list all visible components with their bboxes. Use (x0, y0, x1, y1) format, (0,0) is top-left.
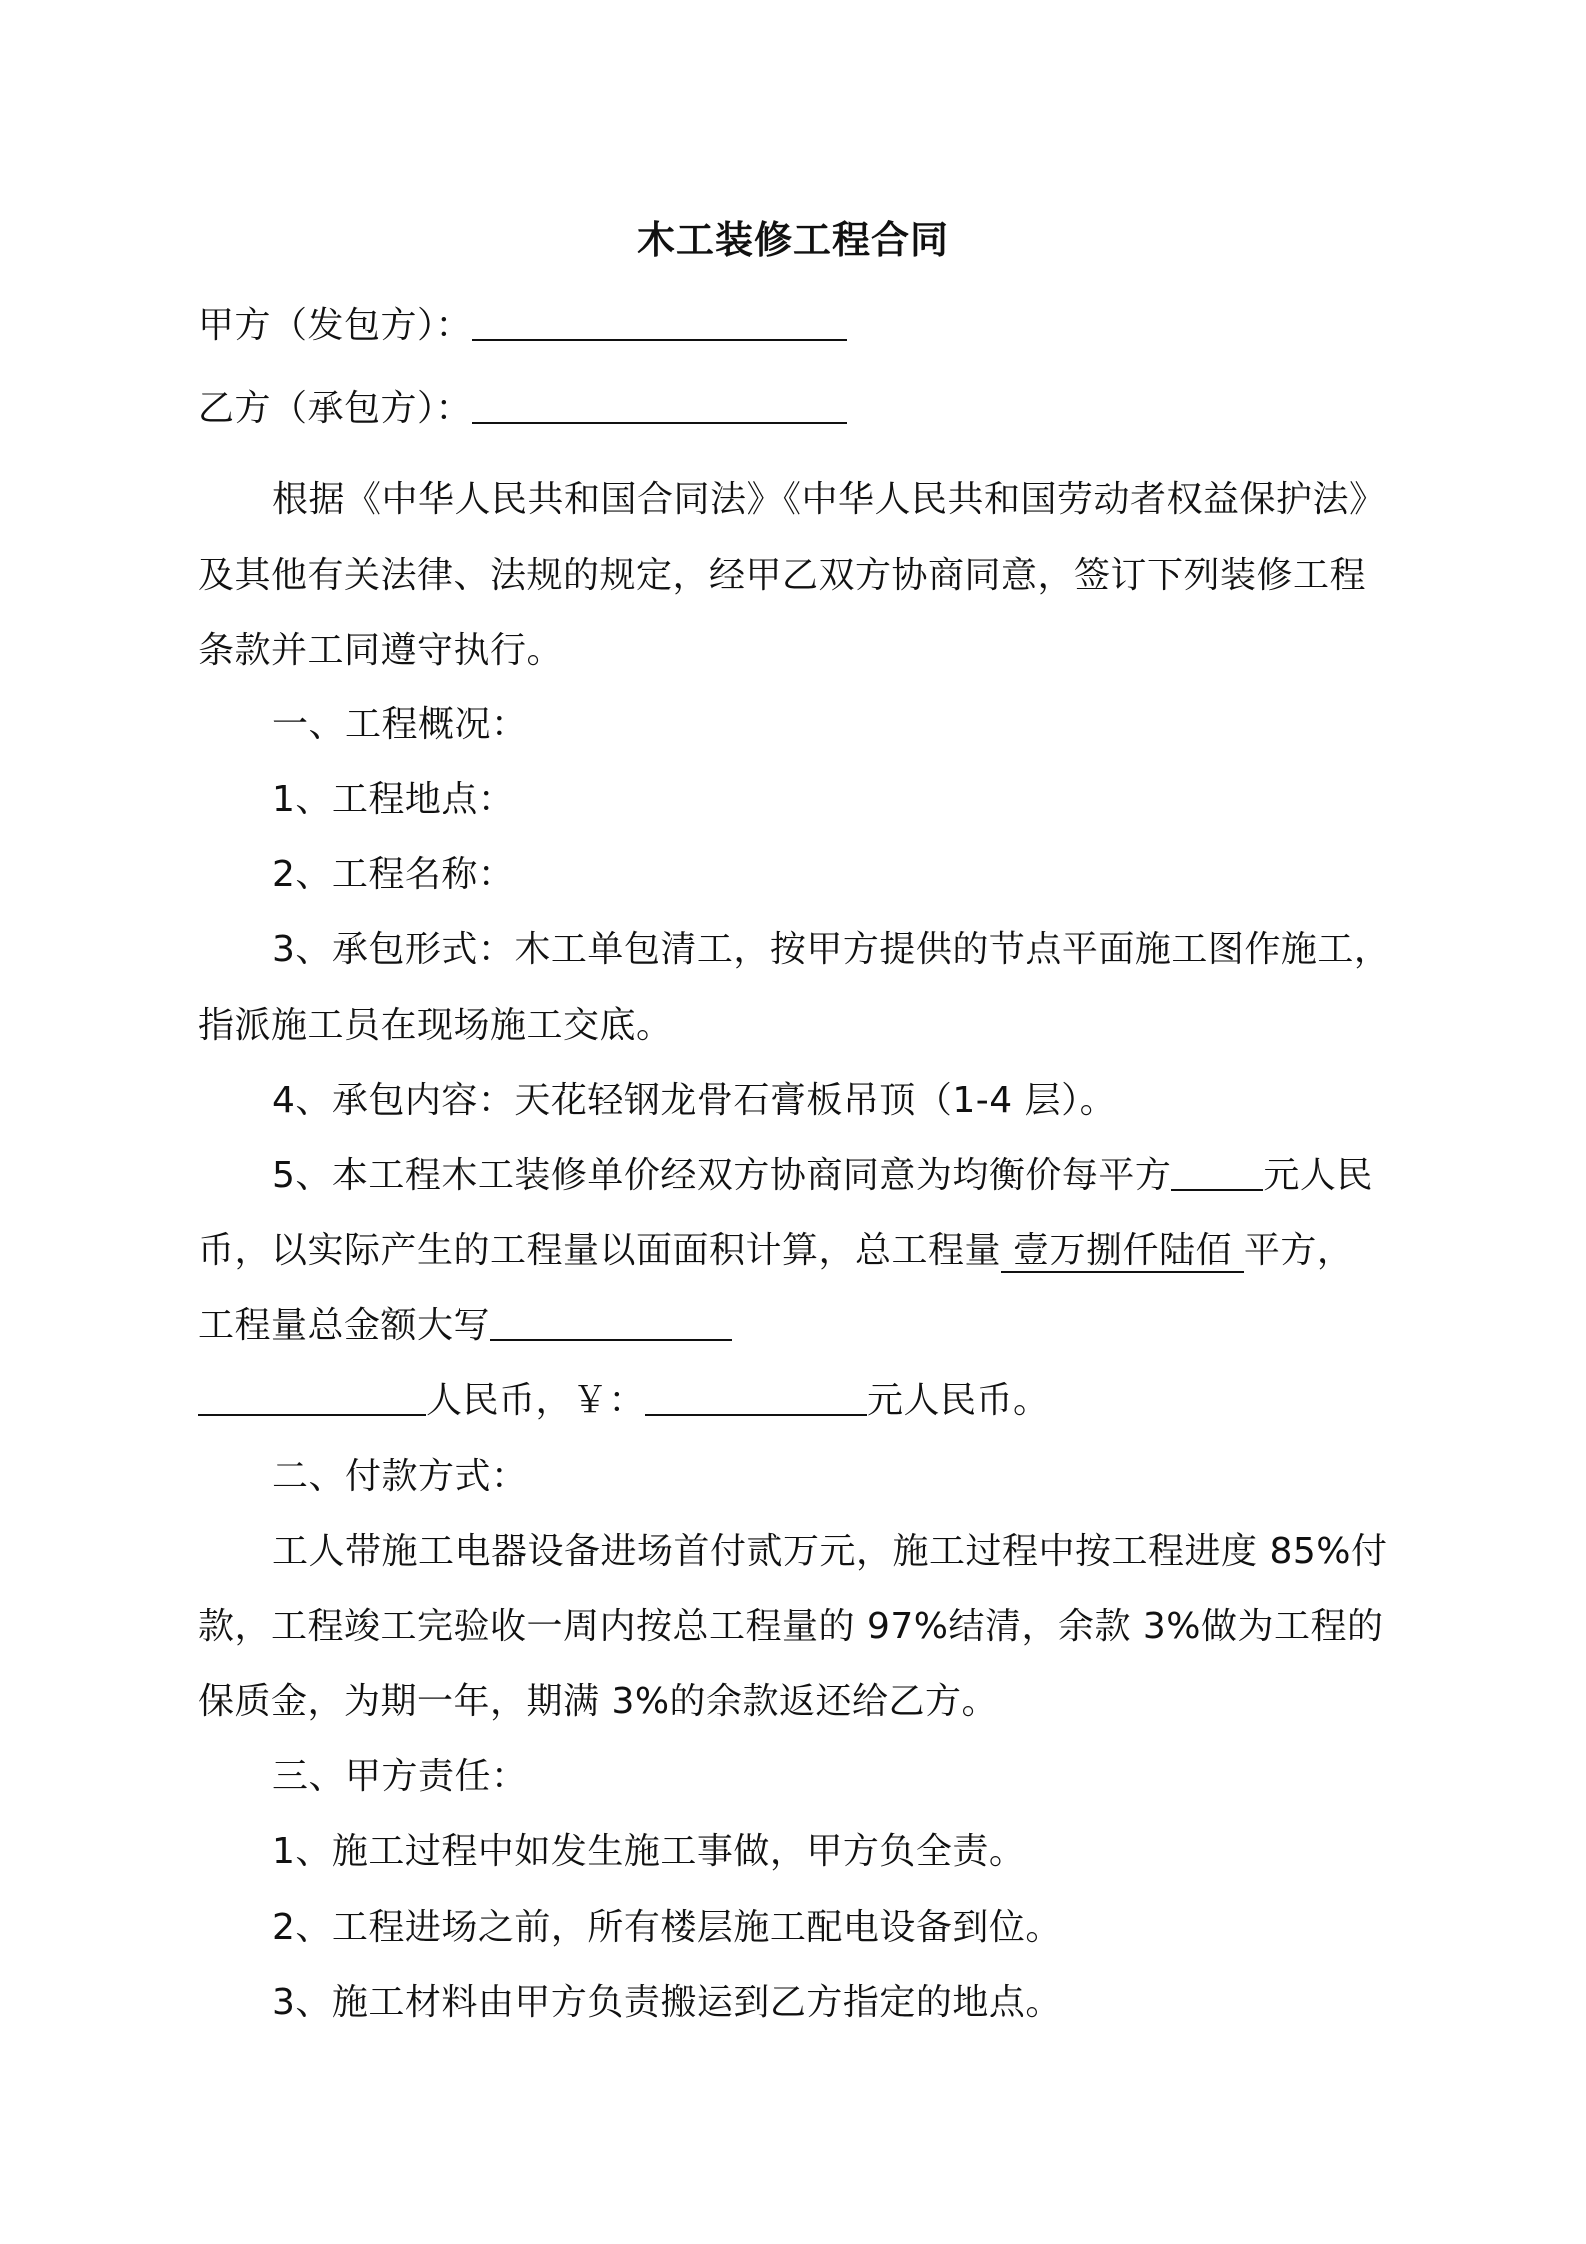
unit-price-blank[interactable] (1171, 1149, 1263, 1191)
section-1-item-3-line-1: 3、承包形式：木工单包清工，按甲方提供的节点平面施工图作施工， (272, 929, 1391, 970)
rmb-unit-label: 元人民币。 (867, 1380, 1050, 1421)
quantity-unit: 平方， (1243, 1230, 1354, 1271)
section-1-heading: 一、工程概况： (272, 704, 528, 745)
section-1-item-4: 4、承包内容：天花轻钢龙骨石膏板吊顶（1-4 层）。 (272, 1080, 1117, 1121)
section-1-item-5-line-2 (198, 1223, 1353, 1279)
section-1-item-5-line-3 (198, 1298, 732, 1354)
unit-price-text: 5、本工程木工装修单价经双方协商同意为均衡价每平方 (272, 1155, 1172, 1196)
section-1-item-5-line-4 (198, 1373, 1050, 1429)
section-3-item-2: 2、工程进场之前，所有楼层施工配电设备到位。 (272, 1907, 1062, 1948)
party-a-line (198, 298, 847, 354)
unit-price-unit: 元人民 (1263, 1155, 1373, 1196)
total-amount-words-blank-2[interactable] (198, 1374, 426, 1416)
section-3-item-1: 1、施工过程中如发生施工事做，甲方负全责。 (272, 1831, 1026, 1872)
intro-line-1: 根据《中华人民共和国合同法》《中华人民共和国劳动者权益保护法》 (272, 479, 1386, 520)
total-quantity-value: 壹万捌仟陆佰 (1001, 1230, 1244, 1271)
party-b-label: 乙方（承包方）： (198, 388, 473, 429)
section-3-heading: 三、甲方责任： (272, 1756, 528, 1797)
section-2-heading: 二、付款方式： (272, 1456, 528, 1497)
party-b-blank[interactable] (472, 382, 847, 424)
total-amount-words-blank[interactable] (490, 1299, 732, 1341)
party-a-blank[interactable] (472, 299, 847, 341)
intro-line-2: 及其他有关法律、法规的规定，经甲乙双方协商同意，签订下列装修工程 (198, 555, 1367, 596)
document-title: 木工装修工程合同 (636, 218, 949, 262)
section-1-item-2: 2、工程名称： (272, 854, 515, 895)
section-2-para-line-3: 保质金，为期一年，期满 3%的余款返还给乙方。 (198, 1681, 999, 1722)
section-2-para-line-2: 款，工程竣工完验收一周内按总工程量的 97%结清，余款 3%做为工程的 (198, 1606, 1384, 1647)
total-amount-number-blank[interactable] (645, 1374, 867, 1416)
total-amount-words-label: 工程量总金额大写 (198, 1305, 491, 1346)
intro-line-3: 条款并工同遵守执行。 (198, 630, 564, 671)
section-3-item-3: 3、施工材料由甲方负责搬运到乙方指定的地点。 (272, 1982, 1062, 2023)
party-a-label: 甲方（发包方）： (198, 305, 473, 346)
rmb-yen-label: 人民币，￥： (426, 1380, 646, 1421)
quantity-text: 币，以实际产生的工程量以面面积计算，总工程量 (198, 1230, 1002, 1271)
party-b-line (198, 381, 847, 437)
section-1-item-3-line-2: 指派施工员在现场施工交底。 (198, 1005, 673, 1046)
section-2-para-line-1: 工人带施工电器设备进场首付贰万元，施工过程中按工程进度 85%付 (272, 1531, 1388, 1572)
section-1-item-5-line-1 (272, 1148, 1373, 1204)
section-1-item-1: 1、工程地点： (272, 779, 515, 820)
